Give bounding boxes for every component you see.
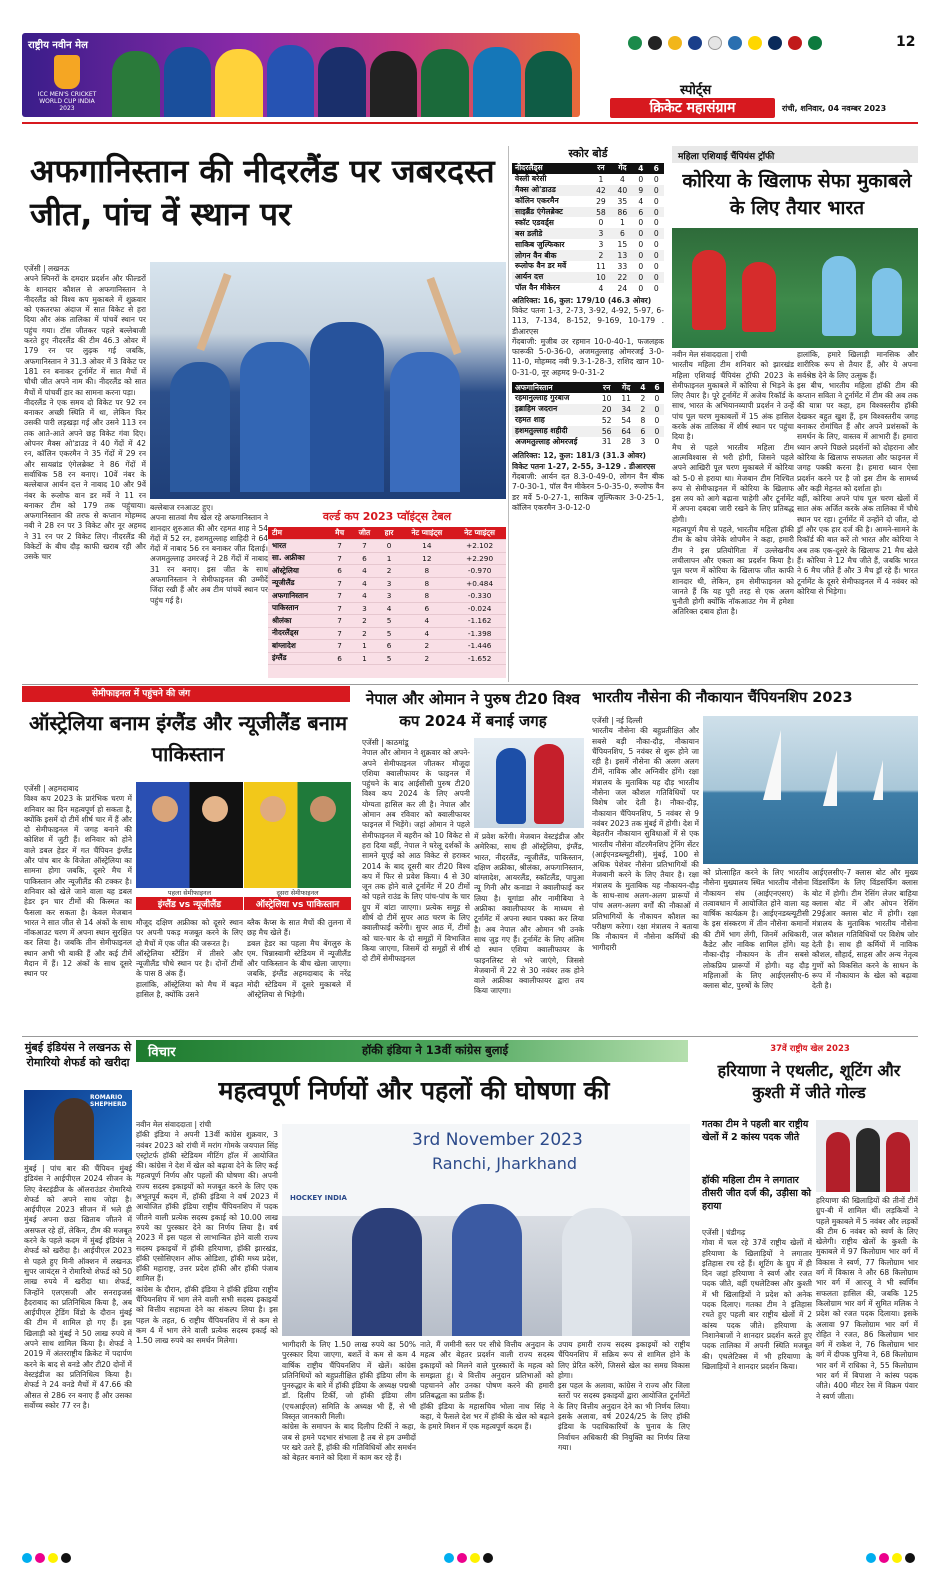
- points-table-header-cell: नेट प्वाइंट्स: [453, 527, 506, 540]
- points-table-cell: बांग्लादेश: [268, 640, 328, 653]
- registration-marks: [22, 1548, 918, 1560]
- scoreboard-nl-cell: 0: [638, 272, 644, 282]
- scoreboard-af-extras: अतिरिक्त: 12, कुल: 181/3 (31.3 ओवर): [512, 451, 646, 461]
- points-table-cell: 7: [328, 590, 351, 603]
- scoreboard-af-bowling: गेंदबाजी: आर्यन दत 8.3-0-49-0, लोगन वैन बीक 7-0-30-1, पॉल वैन मीकेरन 5-0-35-0, रूलोफ वैन डर मर्वे 5-0-27-1, साकिब जुल्फिकार 3-0-25-1, कॉलिन एकरमैन 3-0-12-0: [512, 472, 664, 512]
- lead-body-col1: एजेंसी | लखनऊ अपने स्पिनरों के दमदार प्रदर्शन और फील्डरों के शानदार कौशल से अफगानिस्तान ने नीदरलैंड को विश्व कप मुकाबले में शुक्रवार को एकतरफा अंदाज में सात विकेट से हरा दिया और अंक तालिका में पांचवें स्थान पर पहुंच गया। टॉस जीतकर पहले बल्लेबाजी करते हुए नीदरलैंड की टीम 46.3 ओवर में 179 रन पर लुढ़क गई जबकि, अफगानिस्तान ने 31.3 ओवर में 3 विकेट पर 181 रन बनाकर टूर्नामेंट में सात मैचों में चौथी जीत अपने नाम की। नीदरलैंड को सात मैचों में पांचवीं हार का सामना करना पड़ा। नीदरलैंड ने एक समय दो विकेट पर 92 रन बनाकर अच्छी स्थिति में था, लेकिन फिर उसकी पारी लड़खड़ा गई और उसने 113 रन तक आते-आते अपने छह विकेट गंवा दिए। ओपनर मैक्स ओ'डाउड ने 40 गेंदों में 42 रन, कॉलिन एकरमैन ने 35 गेंदों में 29 रन और सायब्रांड एंगेलब्रेक्ट ने 86 गेंदों में सर्वाधिक 58 रन बनाए। 10वें नंबर के बल्लेबाज आर्यन दत्त ने नाबाद 10 और 9वें नंबर के रूलोफ वान डर मर्वे ने 11 रन बनाकर टीम को 179 तक पहुंचाया। अफगानिस्तान की तरफ से कप्तान मोहम्मद नबी ने 28 रन पर 3 विकेट और नूर अहमद ने 31 रन पर 2 विकेट लिए। नीदरलैंड की विकेटों के बीच दौड़ काफी खराब रही और उसके चार: [24, 264, 146, 562]
- scoreboard-af-cell: 0: [654, 437, 660, 447]
- points-table-cell: 7: [328, 615, 351, 628]
- scoreboard-nl-cell: 0: [653, 207, 659, 217]
- scoreboard-af-row: [512, 437, 664, 448]
- nepal-body-col2: में प्रवेश करेंगी। मेजबान वेस्टइंडीज और अमेरिका, साथ ही ऑस्ट्रेलिया, इंग्लैंड, भारत, नीदरलैंड, न्यूजीलैंड, पाकिस्तान, दक्षिण अफ्रीका, श्रीलंका, अफगानिस्तान, बांग्लादेश, आयरलैंड, स्कॉटलैंड, पापुआ न्यू गिनी और कनाडा ने क्वालीफाई कर लिया है। यूगांडा और नामीबिया ने अफ्रीका क्वालीफायर के माध्यम से टूर्नामेंट में अपना स्थान पक्का कर लिया है। अब नेपाल और ओमान भी उनके साथ जुड़ गए हैं। टूर्नामेंट के लिए अंतिम दो स्थान एशिया क्वालीफायर के फाइनलिस्ट से भरे जाएंगे, जिससे मेजबानों में 22 से 30 नवंबर तक होने वाले अफ्रीका क्वालीफायर द्वारा तय किया जाएगा।: [474, 832, 584, 996]
- points-table-cell: 7: [328, 577, 351, 590]
- points-table-cell: 8: [400, 590, 453, 603]
- dateline: रांची, शनिवार, 04 नवम्बर 2023: [782, 104, 887, 113]
- points-table-cell: नीदरलैंड्स: [268, 627, 328, 640]
- points-table-cell: 2: [351, 615, 378, 628]
- scoreboard-nl-cell: 4: [638, 196, 644, 206]
- sailing-body-col3: आईएलसीए-7 क्लास बोट और मुख्य विंडसर्फिंग के लिए विंडसर्फिंग क्लास बोट में होगी। टीम रेसिंग लेजर बाहिया क्लास बोट में और ओपन रेसिंग 29ईआर क्लास बोट में होगी। रक्षा मंत्रालय के मुताबिक भारतीय नौसेना जल कौशल गतिविधियों पर विशेष जोर देती है। साथ ही कर्मियों में नाविक कौशल, सौहार्द, साहस और अन्य नेतृत्व गुणों को विकसित करने के साधन के रूप में नौकायान के खेल को बढ़ावा देती है।: [812, 868, 918, 991]
- scoreboard-nl-row: [512, 217, 664, 228]
- hockey-photo: [672, 228, 918, 348]
- scoreboard-nl-cell: 3: [598, 229, 604, 239]
- scoreboard-af-cell: अजमतुल्लाह ओमरजई: [515, 436, 578, 446]
- points-table-cell: 2: [378, 565, 401, 578]
- scoreboard-nl-cell: स्कॉट एडवर्ड्स: [515, 217, 554, 227]
- scoreboard-af-cell: 34: [621, 404, 631, 414]
- scoreboard-af-cell: रहमत शाह: [515, 415, 545, 425]
- points-table-cell: भारत: [268, 540, 328, 553]
- points-table-header-cell: मैच: [328, 527, 351, 540]
- hockey-india-headline: महत्वपूर्ण निर्णयों और पहलों की घोषणा की: [218, 1076, 610, 1105]
- haryana-kicker: 37वें राष्ट्रीय खेल 2023: [702, 1042, 918, 1056]
- divider-2: [22, 1036, 918, 1037]
- points-table-cell: +2.102: [453, 540, 506, 553]
- scoreboard-nl-cell: 0: [653, 283, 659, 293]
- hockey-india-body-col1: नवीन मेल संवाददाता | रांची हॉकी इंडिया ने अपनी 13वीं कांग्रेस शुक्रवार, 3 नवंबर 2023 को रांची में मरांग गोमके जयपाल सिंह एस्ट्रोटर्फ हॉकी स्टेडियम मीटिंग हॉल में आयोजित की। कांग्रेस ने देश में खेल को बढ़ावा देने के लिए कई महत्वपूर्ण निर्णय और पहलों की घोषणा की। अपनी राज्य सदस्य इकाइयों को मजबूत करने के लिए एक अभूतपूर्व कदम में, हॉकी इंडिया ने वर्ष 2023 में आयोजित हॉकी इंडिया राष्ट्रीय चैंपियनशिप में पदक जीतने वाली प्रत्येक सदस्य इकाई को 10.00 लाख रुपये का पुरस्कार देने का निर्णय लिया है। वर्ष 2023 में इस पहल से लाभान्वित होने वाली राज्य सदस्य इकाइयों में हॉकी हरियाणा, हॉकी झारखंड, हॉकी एसोसिएशन ऑफ ओडिशा, हॉकी मध्य प्रदेश, हॉकी महाराष्ट्र, उत्तर प्रदेश हॉकी और हॉकी पंजाब शामिल हैं। कांग्रेस के दौरान, हॉकी इंडिया ने हॉकी इंडिया राष्ट्रीय चैंपियनशिप में भाग लेने वाली सभी सदस्य इकाइयों को वित्तीय सहायता देने का संकल्प लिया है। इस पहल के तहत, 6 राष्ट्रीय चैंपियनशिप में से कम से कम 4 में भाग लेने वाली प्रत्येक सदस्य इकाई को 1.50 लाख रुपये का समर्थन मिलेगा।: [136, 1120, 278, 1346]
- hockey-body-col1: नवीन मेल संवाददाता | रांची भारतीय महिला टीम शनिवार को झारखंड महिला एशियाई चैंपियंस ट्रॉफी 2023 के सेमीफाइनल मुकाबले में कोरिया से भिड़ने के लिए तैयार है। पूरे टूर्नामेंट में अजेय रिकॉर्ड के साथ, भारत के अभियानव्यापी प्रदर्शन ने उन्हें पांच पूल चरण मुकाबलों में 15 अंक हासिल करके अंक तालिका में शीर्ष स्थान पर पहुंचा दिया है। मैच से पहले भारतीय महिला टीम आत्मविश्वास से भरी होगी, जिसने पहले अपने आखिरी पूल चरण मुकाबले में कोरिया को 5-0 से हराया था। मेजबान टीम निश्चित रूप से सेमीफाइनल में कोरिया के खिलाफ इस लय को आगे बढ़ाना चाहेगी और टूर्नामेंट में अपना दबदबा जारी रखने के लिए प्रतिबद्ध होगी। महत्वपूर्ण मैच से पहले, भारतीय महिला हॉकी टीम के कोच जेनेके शोपमैन ने कहा, हमारी टीम ने इस प्रतियोगिता में उल्लेखनीय लचीलापन और एकता का प्रदर्शन किया है। पूल चरण में कोरिया के खिलाफ जीत काफी शानदार थी, लेकिन, हम सेमीफाइनल को जानते हैं कि यह पूरी तरह से एक अलग चुनौती होगी क्योंकि नॉकआउट गेम में हमेशा अतिरिक्त दबाव होता है।: [672, 350, 794, 617]
- scoreboard-nl-row: [512, 196, 664, 207]
- scoreboard-nl-cell: 1: [598, 174, 604, 184]
- scoreboard-nl-cell: 10: [596, 272, 606, 282]
- points-table-cell: 12: [400, 552, 453, 565]
- scoreboard-af-cell: 54: [621, 415, 631, 425]
- points-table-cell: 5: [378, 627, 401, 640]
- points-table-cell: 6: [400, 602, 453, 615]
- points-table-cell: न्यूजीलैंड: [268, 577, 328, 590]
- opinion-tag: विचार: [148, 1045, 176, 1060]
- points-table-header-cell: टीम: [268, 527, 328, 540]
- scoreboard-af-cell: 2: [640, 393, 646, 403]
- scoreboard-nl-header-cell: 4: [638, 163, 644, 173]
- scoreboard-nl-cell: 3: [598, 240, 604, 250]
- points-table-row: [268, 577, 506, 590]
- semis-label: सेमीफाइनल में पहुंचने की जंग: [22, 686, 350, 702]
- lead-photo: [150, 262, 506, 499]
- scoreboard-af-cell: 10: [601, 393, 612, 403]
- scoreboard-nl-cell: 0: [653, 229, 659, 239]
- points-table-row: [268, 640, 506, 653]
- scoreboard-nl-fow: विकेट पतनः 1-3, 2-73, 3-92, 4-92, 5-97, 6-113, 7-134, 8-152, 9-169, 10-179 . डीआरएस: [512, 305, 664, 336]
- scoreboard-afghanistan: [512, 382, 664, 447]
- points-table-cell: 0: [378, 540, 401, 553]
- nepal-body-col1: एजेंसी | काठमांडू नेपाल और ओमान ने शुक्रवार को अपने-अपने सेमीफाइनल जीतकर मौजूदा एशिया क्वालीफायर के फाइनल में पहुंचने के बाद आईसीसी पुरुष टी20 विश्व कप 2024 के लिए अपनी योग्यता हासिल कर ली है। नेपाल और ओमान अब रविवार को क्वालीफायर फाइनल में भिड़ेंगे। जहां ओमान ने पहले सेमीफाइनल में बहरीन को 10 विकेट से हरा दिया वहीं, नेपाल ने घरेलू दर्शकों के सामने यूएई को आठ विकेट से हराकर 2014 के बाद दूसरी बार टी20 विश्व कप में फिर से प्रवेश किया। 4 से 30 जून तक होने वाले टूर्नामेंट में 20 टीमों को पहले राउंड के लिए पांच-पांच के चार ग्रुप में बांटा जाएगा। प्रत्येक समूह से शीर्ष दो टीमें सुपर आठ चरण के लिए क्वालीफाई करेंगी। सुपर आठ में, टीमों को चार-चार के दो समूहों में विभाजित किया जाएगा, जिसमें दो समूहों से शीर्ष दो टीमें सेमीफाइनल: [362, 738, 470, 964]
- scoreboard-af-cell: 56: [601, 426, 612, 436]
- scoreboard-nl-cell: 0: [653, 240, 659, 250]
- semis-caption-2: दूसरा सेमीफाइनल ऑस्ट्रेलिया vs पाकिस्तान: [244, 888, 351, 910]
- team-flags-strip: [628, 36, 888, 52]
- scoreboard-nl-row: [512, 207, 664, 218]
- sailing-headline: भारतीय नौसेना की नौकायान चैंपियनशिप 2023: [592, 690, 853, 706]
- nepal-headline: नेपाल और ओमान ने पुरुष टी20 विश्व कप 2024 में बनाई जगह: [366, 690, 580, 730]
- scoreboard-af-row: [512, 393, 664, 404]
- scoreboard-nl-header-cell: नीदरलैंड्स: [515, 163, 543, 173]
- points-table-cell: 3: [351, 602, 378, 615]
- scoreboard-nl-extras: अतिरिक्त: 16, कुल: 179/10 (46.3 ओवर): [512, 295, 652, 305]
- points-table-row: [268, 540, 506, 553]
- newspaper-name: राष्ट्रीय नवीन मेल: [28, 40, 88, 51]
- scoreboard-nl-cell: 0: [638, 229, 644, 239]
- scoreboard-af-row: [512, 426, 664, 437]
- points-table-cell: 7: [328, 602, 351, 615]
- points-table-cell: 4: [400, 615, 453, 628]
- scoreboard-nl-cell: 35: [617, 196, 628, 206]
- scoreboard-nl-cell: 4: [598, 283, 604, 293]
- points-table-row: [268, 627, 506, 640]
- scoreboard-af-row: [512, 415, 664, 426]
- scoreboard-af-cell: हशमतुल्लाह शहीदी: [515, 426, 568, 436]
- points-table-row: [268, 602, 506, 615]
- points-table-cell: सा. अफ्रीका: [268, 552, 328, 565]
- scoreboard-nl-cell: 0: [653, 196, 659, 206]
- world-cup-logo: ICC MEN'S CRICKET WORLD CUP INDIA 2023: [32, 55, 102, 113]
- points-table-cell: 7: [351, 540, 378, 553]
- points-table-row: [268, 590, 506, 603]
- scoreboard-nl-cell: 33: [617, 261, 628, 271]
- mumbai-body: मुंबई | पांच बार की चैंपियन मुंबई इंडियंस ने आईपीएल 2024 सीजन के लिए वेस्टइंडीज के ऑलराउंडर रोमारियो शेफर्ड को अपने साथ जोड़ा है। आईपीएल 2023 सीजन में भले ही मुंबई अपना छठा खिताब जीतने में असफल रहे हों, लेकिन, टीम की मजबूत करने के पहले कदम में मुंबई इंडियंस ने शेफर्ड को खरीदा है। आईपीएल 2023 से पहले हुए मिनी ऑक्शन में लखनऊ सुपर जायंट्स ने रोमारियो शेफर्ड को 50 लाख रुपये में खरीदा था। शेफर्ड, जिन्होंने एलएसजी और सनराइजर्स हैदराबाद का प्रतिनिधित्व किया है, अब आईपीएल ट्रेडिंग विंडो के दौरान मुंबई की टीम में शामिल हो गए हैं। इस खिलाड़ी को मुंबई ने 50 लाख रुपये में अपने साथ शामिल किया है। शेफर्ड ने 2019 में अंतरराष्ट्रीय क्रिकेट में पदार्पण करने के बाद से वनडे और टी20 दोनों में वेस्टइंडीज का प्रतिनिधित्व किया है। शेफर्ड ने 24 वनडे मैचों में 47.66 की औसत से 286 रन बनाए हैं और उसका सर्वोच्च स्कोर 77 रन है।: [24, 1164, 132, 1410]
- scoreboard-nl-cell: 86: [617, 207, 628, 217]
- points-table-cell: -1.446: [453, 640, 506, 653]
- hockey-india-body-col4: उपाय हमारी राज्य सदस्य इकाइयों को राष्ट्रीय चैंपियनशिप में सक्रिय रूप से शामिल होने के लिए प्रेरित करेंगे, जिससे खेल का समग्र विकास होगा। इस पहल के अलावा, कांग्रेस ने राज्य और जिला स्तरों पर सदस्य इकाइयों द्वारा आयोजित टूर्नामेंटों के लिए वित्तीय अनुदान देने का भी निर्णय लिया। इसके अलावा, वर्ष 2024/25 के लिए हॉकी इंडिया के पदाधिकारियों के चुनाव के लिए निर्वाचन अधिकारी की नियुक्ति का निर्णय लिया गया।: [558, 1340, 690, 1452]
- scoreboard-nl-cell: 1: [619, 218, 625, 228]
- scoreboard-nl-bowling: गेंदबाजी: मुजीब उर रहमान 10-0-40-1, फजलहक फारूकी 5-0-36-0, अजमतुल्लाह ओमरजई 3-0-11-0, मोहम्मद नबी 9.3-1-28-3, राशिद खान 10-0-31-0, नूर अहमद 9-0-31-2: [512, 336, 664, 377]
- scoreboard-nl-cell: 2: [598, 251, 604, 261]
- scoreboard-nl-cell: 4: [619, 174, 625, 184]
- divider-1: [22, 684, 918, 685]
- points-table-cell: 4: [378, 602, 401, 615]
- mumbai-headline: मुंबई इंडियंस ने लखनऊ से रोमारियो शेफर्ड को खरीदा: [24, 1041, 132, 1069]
- points-table-cell: +0.484: [453, 577, 506, 590]
- scoreboard-nl-cell: 42: [596, 185, 606, 195]
- scoreboard-nl-cell: 24: [617, 283, 628, 293]
- scoreboard-af-cell: 20: [601, 404, 612, 414]
- scoreboard-nl-row: [512, 239, 664, 250]
- points-table-header-cell: नेट प्वाइंट्स: [400, 527, 453, 540]
- scoreboard-nl-cell: 6: [619, 229, 625, 239]
- scoreboard-nl-cell: बस डलीडे: [515, 228, 543, 238]
- scoreboard-af-header-cell: अफगानिस्तान: [515, 382, 553, 392]
- scoreboard-af-cell: इब्राहिम जदरान: [515, 404, 558, 414]
- scoreboard-af-cell: 0: [654, 393, 660, 403]
- points-table-cell: 5: [378, 652, 401, 665]
- scoreboard-nl-cell: आर्यन दत्त: [515, 272, 544, 282]
- haryana-sub1: गतका टीम ने पहली बार राष्ट्रीय खेलों में 2 कांस्य पदक जीते: [702, 1119, 809, 1143]
- scoreboard-af-cell: 0: [654, 426, 660, 436]
- scoreboard-af-header-cell: गेंद: [621, 382, 631, 392]
- semis-photo-eng-nz: [136, 782, 243, 902]
- points-table-row: [268, 552, 506, 565]
- points-table-cell: 6: [328, 565, 351, 578]
- haryana-body2: हरियाणा की खिलाड़ियों की तीनों टीमें ग्रुप-बी में शामिल थीं। लड़कियों ने पहले मुकाबले में 5 नवंबर और लड़कों की टीम 6 नवंबर को स्वर्ण के लिए खेलेगी। राष्ट्रीय खेलों के कुश्ती के मुकाबले में 97 किलोग्राम भार वर्ग में विकास ने स्वर्ण, 77 किलोग्राम भार वर्ग में विकास ने और 68 किलोग्राम भार वर्ग में आरजू ने भी स्वर्णिम सफलता हासिल की, जबकि 125 किलोग्राम भार वर्ग में सुमित मलिक ने प्रदेश को रजत पदक दिलाया। इसके अलावा 97 किलोग्राम भार वर्ग में रोहित ने रजत, 86 किलोग्राम भार वर्ग में राकेश ने, 76 किलोग्राम भार वर्ग में दीपक पुनिया ने, 68 किलोग्राम भार वर्ग में राधिका ने, 55 किलोग्राम भार वर्ग में बिपाशा ने कांस्य पदक जीते। 400 मीटर रेस में विक्रम पंवार ने स्वर्ण जीता।: [816, 1196, 918, 1401]
- points-table-cell: -1.162: [453, 615, 506, 628]
- scoreboard-af-cell: 11: [621, 393, 631, 403]
- points-table-cell: 4: [351, 565, 378, 578]
- haryana-sub2: हॉकी महिला टीम ने लगातार तीसरी जीत दर्ज की, उड़ीसा को हराया: [702, 1175, 811, 1212]
- points-table-cell: +2.290: [453, 552, 506, 565]
- scoreboard-nl-header-cell: 6: [653, 163, 659, 173]
- points-table-cell: 2: [400, 652, 453, 665]
- scoreboard-nl-cell: पॉल वैन मीकेरन: [515, 283, 560, 293]
- scoreboard-af-cell: 6: [640, 426, 646, 436]
- points-table-row: [268, 615, 506, 628]
- points-table-cell: श्रीलंका: [268, 615, 328, 628]
- scoreboard-nl-cell: 9: [638, 185, 644, 195]
- scoreboard-netherlands: [512, 163, 664, 294]
- scoreboard-nl-cell: 22: [617, 272, 628, 282]
- scoreboard-nl-row: [512, 228, 664, 239]
- scoreboard-nl-header-cell: रन: [597, 163, 605, 173]
- hockey-headline: कोरिया के खिलाफ सेफा मुकाबले के लिए तैयार भारत: [682, 170, 912, 219]
- points-table-cell: -0.330: [453, 590, 506, 603]
- semis-body-col1: एजेंसी | अहमदाबाद विश्व कप 2023 के प्रारंभिक चरण में शनिवार का दिन महत्वपूर्ण हो सकता है, क्योंकि इसमें दो टीमें शीर्ष चार में हैं और दो सेमीफाइनल में जगह बनाने की कोशिश में जुटी हैं। शनिवार को होने वाले डबल हेडर में गत चैंपियन इंग्लैंड और पांच बार के विजेता ऑस्ट्रेलिया का सामना होगा जबकि, दूसरे मैच में पाकिस्तान और न्यूजीलैंड की टक्कर है। शनिवार को खेले जाने वाला यह डबल हेडर इन चार टीमों की किस्मत का फैसला कर सकता है। केवल मेजबान भारत ने सात जीत से 14 अंकों के साथ नॉकआउट चरण में अपना स्थान सुरक्षित कर लिया है। जबकि तीन सेमीफाइनल स्थान अभी भी बाकी हैं और कई टीमें मैदान में हैं। 12 अंकों के साथ दूसरे स्थान पर: [24, 784, 132, 979]
- scoreboard-nl-cell: 0: [638, 283, 644, 293]
- points-table-cell: 6: [378, 640, 401, 653]
- scoreboard-nl-cell: 15: [617, 240, 628, 250]
- points-table-cell: 6: [351, 552, 378, 565]
- scoreboard-nl-row: [512, 185, 664, 196]
- scoreboard-af-header-cell: 4: [640, 383, 646, 392]
- masthead-rule: [22, 122, 918, 124]
- scoreboard-af-cell: 3: [640, 437, 646, 447]
- scoreboard-nl-cell: 29: [596, 196, 606, 206]
- points-table-cell: 4: [400, 627, 453, 640]
- points-table-cell: 3: [378, 577, 401, 590]
- points-table-cell: 1: [351, 652, 378, 665]
- scoreboard-nl-cell: 0: [638, 251, 644, 261]
- points-table-cell: 1: [378, 552, 401, 565]
- points-table-cell: -1.652: [453, 652, 506, 665]
- semis-headline: ऑस्ट्रेलिया बनाम इंग्लैंड और न्यूजीलैंड बनाम पाकिस्तान: [28, 711, 348, 766]
- points-table-cell: ऑस्ट्रेलिया: [268, 565, 328, 578]
- scoreboard-nl-cell: 58: [596, 207, 606, 217]
- scoreboard-af-cell: 64: [621, 426, 631, 436]
- scoreboard-nl-row: [512, 250, 664, 261]
- scoreboard-nl-cell: 40: [617, 185, 628, 195]
- scoreboard-nl-row: [512, 283, 664, 294]
- scoreboard-nl-cell: मैक्स ओ'डाउड: [515, 185, 556, 195]
- sailing-body-col1: एजेंसी | नई दिल्ली भारतीय नौसेना की बहुप्रतीक्षित और सबसे बड़ी नौका-दौड़, नौकायान चैंपियनशिप, 5 नवंबर से शुरू होने जा रही है। इसमें नौसेना की अलग अलग टीमें, नाविक और अग्निवीर होंगे। रक्षा मंत्रालय के मुताबिक यह दौड़ भारतीय नौसेना जल कौशल गतिविधियों पर विशेष जोर देती है। नौका-दौड़, नौकायान चैंपियनशिप, 5 नवंबर से 9 नवंबर 2023 तक मुंबई में होगी। देश में बेहतरीन नौकायान सुविधाओं में से एक भारतीय नौसेना वॉटरमैनशिप ट्रेनिंग सेंटर (आईएनडब्ल्यूटीसी), मुंबई, 100 से अधिक पेशेवर नौसेना प्रतिभागियों की मेजबानी करने के लिए तैयार है। रक्षा मंत्रालय के मुताबिक यह नौकायन-दौड़ के साथ-साथ अलग-अलग प्रारूपों में पांच अलग-अलग वर्गों की नौकाओं में प्रतिभागियों के नौकायन कौशल का परीक्षण करेगा। रक्षा मंत्रालय ने बताया कि नौकायन में नौसेना कर्मियों की भागीदारी: [592, 716, 699, 952]
- scoreboard-af-row: [512, 404, 664, 415]
- scoreboard-af-header-cell: रन: [603, 382, 611, 392]
- points-table-cell: 6: [328, 652, 351, 665]
- scoreboard-nl-cell: कॉलिन एकरमैन: [515, 196, 559, 206]
- mumbai-photo: ROMARIO SHEPHERD: [24, 1090, 132, 1160]
- points-table-cell: 3: [378, 590, 401, 603]
- scoreboard-nl-cell: 13: [617, 251, 628, 261]
- points-table-header-cell: जीत: [351, 527, 378, 540]
- scoreboard-af-cell: 28: [621, 437, 631, 447]
- scoreboard-nl-cell: 0: [653, 185, 659, 195]
- points-table: [268, 506, 506, 678]
- section-title: स्पोर्ट्स: [680, 83, 712, 98]
- scoreboard: [508, 146, 664, 682]
- points-table-cell: 7: [328, 540, 351, 553]
- points-table-title: वर्ल्ड कप 2023 प्वॉइंट्स टेबल: [268, 506, 506, 527]
- haryana-body: एजेंसी | चंडीगढ़ गोवा में चल रहे 37वें राष्ट्रीय खेलों में हरियाणा के खिलाड़ियों ने लगातार इतिहास रच रहे हैं। शूटिंग के ग्रुप में ही दिन जहां हरियाणा ने स्वर्ण और रजत पदक जीते, वहीं एथलेटिक्स और कुश्ती में भी खिलाड़ियों ने प्रदेश को अनेक पदक दिलाए। गतका टीम ने इतिहास रचते हुए पहली बार राष्ट्रीय खेलों में 2 कांस्य पदक जीते। हरियाणा के निशानेबाजों ने शानदार प्रदर्शन करते हुए पदक तालिका में अपनी स्थिति मजबूत की। एथलेटिक्स में भी हरियाणा के खिलाड़ियों ने शानदार प्रदर्शन किया।: [702, 1228, 812, 1371]
- semis-caption-1: पहला सेमीफाइनल इंग्लैंड vs न्यूजीलैंड: [136, 888, 243, 910]
- section-subtitle: क्रिकेट महासंग्राम: [610, 98, 775, 118]
- points-table-header-cell: हार: [378, 527, 401, 540]
- points-table-cell: -0.024: [453, 602, 506, 615]
- masthead-banner: [22, 33, 580, 117]
- scoreboard-af-cell: 31: [601, 437, 612, 447]
- page-number: 12: [896, 34, 916, 50]
- semis-body-col2: मौजूद दक्षिण अफ्रीका को दूसरे स्थान पर अपनी पकड़ मजबूत करने के लिए दो मैचों में एक जीत की जरूरत है। ऑस्ट्रेलिया स्टैंडिंग में तीसरे और न्यूजीलैंड चौथे स्थान पर है। दोनों टीमों के पास 8 अंक हैं। हालांकि, ऑस्ट्रेलिया को मैच में बढ़त हासिल है, क्योंकि उसने: [136, 918, 243, 1000]
- scoreboard-nl-cell: 0: [653, 251, 659, 261]
- points-table-cell: 8: [400, 577, 453, 590]
- scoreboard-nl-cell: लोगन वैन बीक: [515, 250, 557, 260]
- points-table-cell: -1.398: [453, 627, 506, 640]
- hockey-india-body-col2: भागीदारी के लिए 1.50 लाख रुपये का 50% पुरस्कार दिया जाएगा, बशर्ते वे कम से कम 4 वार्षिक राष्ट्रीय चैंपियनशिप में खेलें। कांग्रेस प्रतिनिधियों को बहुप्रतीक्षित हॉकी इंडिया लीग के पुनरुद्धार के बारे में हॉकी इंडिया के अध्यक्ष पद्मश्री डॉ. दिलीप टिर्की, जो हॉकी इंडिया लीग (एचआईएल) समिति के अध्यक्ष भी हैं, से भी विस्तृत जानकारी मिली। कांग्रेस के समापन के बाद दिलीप टिर्की ने कहा, जब से हमने पदभार संभाला है तब से हम उम्मीदों पर खरे उतरे हैं, हॉकी की गतिविधियों और समर्थन को बेहतर बनाने को दिशा में काम कर रहे हैं।: [282, 1340, 416, 1463]
- points-table-row: [268, 652, 506, 665]
- semis-body-col3: ब्लैक कैप्स के सात मैचों की तुलना में छह मैच खेले हैं। डबल हेडर का पहला मैच बेंगलुरु के एम. चिन्नास्वामी स्टेडियम में न्यूजीलैंड और पाकिस्तान के बीच खेला जाएगा। जबकि, इंग्लैंड अहमदाबाद के नरेंद्र मोदी स्टेडियम में दूसरे मुकाबले में ऑस्ट्रेलिया से भिड़ेगी।: [247, 918, 351, 1000]
- scoreboard-af-cell: 52: [601, 415, 612, 425]
- scoreboard-nl-cell: 0: [638, 261, 644, 271]
- player-portraits: [112, 45, 572, 117]
- nepal-photo: [474, 738, 584, 828]
- scoreboard-nl-cell: 11: [596, 261, 606, 271]
- points-table-cell: 7: [328, 640, 351, 653]
- points-table-cell: 2: [400, 640, 453, 653]
- lead-body-col2: बल्लेबाज रनआउट हुए। अपना सातवां मैच खेल रहे अफगानिस्तान ने शानदार शुरुआत की और रहमत शाह ने 54 गेंदों में 52 रन, हशमतुल्लाह शाहिदी ने 64 गेंदों में नाबाद 56 रन बनाकर जीत दिलाई। अजमतुल्लाह उमरजई ने 28 गेंदों में नाबाद 31 रन बनाए। इस जीत के साथ अफगानिस्तान ने सेमीफाइनल की उम्मीदें जिंदा रखी हैं और अब टीम पांचवें स्थान पर पहुंच गई है।: [150, 503, 268, 605]
- points-table-row: [268, 565, 506, 578]
- points-table-cell: 7: [328, 627, 351, 640]
- scoreboard-af-cell: 0: [654, 404, 660, 414]
- points-table-cell: 14: [400, 540, 453, 553]
- hockey-india-body-col3: नाते, मैं जमीनी स्तर पर सीधे वित्तीय अनुदान के महत्व और बेहतर प्रदर्शन वाली राज्य सदस्य इकाइयों को मिलने वाले पुरस्कारों के महत्व को समझता हूं। ये वित्तीय अनुदान प्रतिभाओं को पहचानने और उनका पोषण करने की हमारी प्रतिबद्धता का प्रतीक हैं। हॉकी इंडिया के महासचिव भोला नाथ सिंह ने कहा, ये फैसले देश भर में हॉकी के खेल को बढ़ाने के हमारे मिशन में एक महत्वपूर्ण कदम हैं।: [420, 1340, 554, 1432]
- scoreboard-nl-cell: 0: [638, 218, 644, 228]
- scoreboard-title: स्कोर बोर्ड: [568, 147, 608, 160]
- points-table-cell: इंग्लैंड: [268, 652, 328, 665]
- scoreboard-nl-cell: 0: [638, 240, 644, 250]
- sailing-photo: [703, 716, 918, 864]
- points-table-cell: 7: [328, 552, 351, 565]
- points-table-cell: 4: [351, 577, 378, 590]
- scoreboard-af-cell: 2: [640, 404, 646, 414]
- hockey-india-kicker: हॉकी इंडिया ने 13वीं कांग्रेस बुलाई: [362, 1043, 509, 1057]
- scoreboard-nl-cell: 0: [653, 261, 659, 271]
- lead-headline: अफगानिस्तान की नीदरलैंड पर जबरदस्त जीत, पांच वें स्थान पर: [30, 152, 495, 233]
- sailing-body-col2: को प्रोत्साहित करने के लिए भारतीय नौसेना मुख्यालय स्थित भारतीय नौसेना नौकायन संघ (आईएनएसए) के तत्वावधान में आयोजित होने वाला यह वार्षिक कार्यक्रम है। आईएनडब्ल्यूटीसी के इस संस्करण में तीन नौसेना कमानों की टीमें भाग लेंगी, जिनमें अधिकारी, कैडेट और नाविक शामिल होंगे। यह नौका-दौड़ नौकायन के तीन सबसे लोकप्रिय प्रारूपों में होगी। यह दौड़ महिलाओं के लिए आईएलसीए-6 क्लास बोट, पुरुषों के लिए: [703, 868, 809, 991]
- scoreboard-nl-cell: 0: [638, 174, 644, 184]
- scoreboard-nl-cell: 6: [638, 207, 644, 217]
- scoreboard-nl-row: [512, 261, 664, 272]
- hockey-body-col2: हालांकि, हमारे खिलाड़ी मानसिक और शारीरिक रूप से तैयार हैं, और ये अपना सर्वश्रेष्ठ देने के लिए उत्सुक हैं। इस बीच, भारतीय महिला हॉकी टीम की कप्तान सविता ने टूर्नामेंट में टीम की अब तक की यात्रा पर कहा, हम विश्वस्तरीय हॉकी देखकर बहुत खुश हैं, हम विश्वस्तरीय जगह बनाकर रोमांचित हैं और अपने प्रशंसकों के समर्थन के लिए, वास्तव में आभारी हैं। हमारा ध्यान अपने पिछले प्रदर्शनों को दोहराना और कोरिया के खिलाफ सफलता और फाइनल में जगह पक्की करना है। हमारा ध्यान ऐसा प्रदर्शन करने पर है जो इस टीम के सामर्थ्य और कड़ी मेहनत को दर्शाता हो। वहीं, कोरिया अपने पांच पूल चरण खेलों में सात अंक अर्जित करके अंक तालिका में चौथे स्थान पर रहा। टूर्नामेंट में उन्होंने दो जीत, दो ड्रॉ और एक हार दर्ज की है। आमने-सामने के रिकॉर्ड की बात करें तो भारत और कोरिया ने अब तक एक-दूसरे के खिलाफ 21 मैच खेले हैं। कोरिया ने 12 मैच जीते हैं, जबकि भारत ने 6 मैच जीते हैं और 3 मैच ड्रॉ रहे हैं। भारत टूर्नामेंट के दूसरे सेमीफाइनल में 4 नवंबर को कोरिया से भिड़ेगा।: [797, 350, 918, 596]
- scoreboard-nl-row: [512, 272, 664, 283]
- scoreboard-af-cell: 0: [654, 415, 660, 425]
- points-table-cell: 5: [378, 615, 401, 628]
- hockey-kicker: महिला एशियाई चैंपियंस ट्रॉफी: [672, 146, 918, 163]
- scoreboard-af-cell: रहमानुल्लाह गुरबाज: [515, 393, 570, 403]
- scoreboard-af-fow: विकेट पतनः 1-27, 2-55, 3-129 . डीआरएस: [512, 461, 656, 471]
- scoreboard-nl-cell: 0: [598, 218, 604, 228]
- points-table-cell: पाकिस्तान: [268, 602, 328, 615]
- scoreboard-nl-row: [512, 174, 664, 185]
- hockey-india-photo: 3rd November 2023 Ranchi, Jharkhand HOCKEY INDIA: [282, 1124, 690, 1336]
- scoreboard-af-header-cell: 6: [654, 383, 660, 392]
- scoreboard-nl-header-cell: गेंद: [618, 163, 627, 173]
- scoreboard-nl-cell: 0: [653, 272, 659, 282]
- scoreboard-af-cell: 8: [640, 415, 646, 425]
- semis-photo-aus-pak: [244, 782, 351, 902]
- scoreboard-nl-cell: साकिब जुल्फिकार: [515, 239, 565, 249]
- points-table-cell: 4: [351, 590, 378, 603]
- scoreboard-nl-cell: वेस्ली बरेसी: [515, 174, 547, 184]
- scoreboard-nl-cell: रूलोफ वैन डर मर्वे: [515, 261, 567, 271]
- points-table-cell: 8: [400, 565, 453, 578]
- points-table-cell: -0.970: [453, 565, 506, 578]
- points-table-cell: 1: [351, 640, 378, 653]
- scoreboard-nl-cell: 0: [653, 174, 659, 184]
- haryana-photo: [816, 1120, 918, 1192]
- points-table-cell: अफगानिस्तान: [268, 590, 328, 603]
- haryana-headline: हरियाणा ने एथलीट, शूटिंग और कुश्ती में जीते गोल्ड: [717, 1061, 901, 1102]
- scoreboard-nl-cell: 0: [653, 218, 659, 228]
- scoreboard-nl-cell: साइब्रैंड एंगेलब्रेक्ट: [515, 207, 563, 216]
- points-table-cell: 2: [351, 627, 378, 640]
